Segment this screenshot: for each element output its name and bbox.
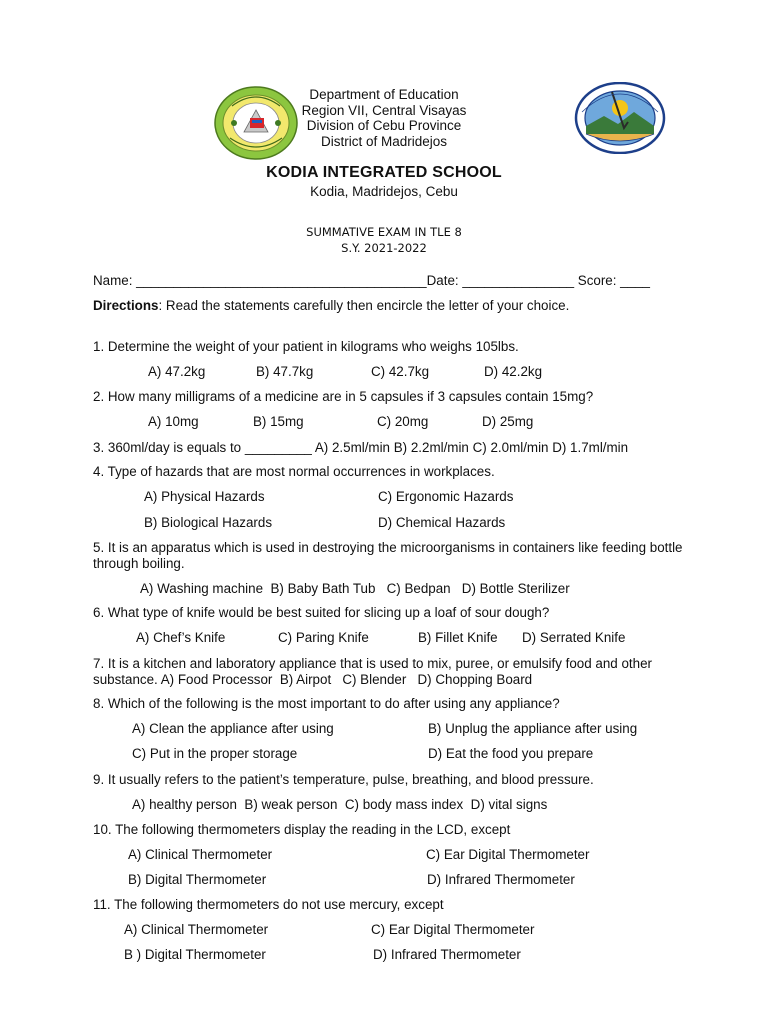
q8-option-d: D) Eat the food you prepare <box>428 746 594 761</box>
q4-option-d: D) Chemical Hazards <box>378 515 506 530</box>
district-line: District of Madridejos <box>320 133 448 149</box>
q2-option-c: C) 20mg <box>377 414 429 429</box>
q8-option-a: A) Clean the appliance after using <box>132 721 334 736</box>
q8-option-c: C) Put in the proper storage <box>132 746 298 761</box>
q11-option-d: D) Infrared Thermometer <box>373 947 521 962</box>
q10-option-c: C) Ear Digital Thermometer <box>426 847 590 862</box>
q10-option-a: A) Clinical Thermometer <box>128 847 273 862</box>
q4-option-a: A) Physical Hazards <box>144 489 265 504</box>
directions-label: Directions <box>93 298 159 313</box>
q10-option-d: D) Infrared Thermometer <box>427 872 575 887</box>
question-8: 8. Which of the following is the most important to do after using any appliance? <box>93 696 560 711</box>
question-10: 10. The following thermometers display the reading in the LCD, except <box>93 822 511 837</box>
q10-option-b: B) Digital Thermometer <box>128 872 267 887</box>
q5-options: A) Washing machine B) Baby Bath Tub C) Bedpan D) Bottle Sterilizer <box>140 581 570 596</box>
q1-option-c: C) 42.7kg <box>371 364 430 379</box>
q9-options: A) healthy person B) weak person C) body mass index D) vital signs <box>132 797 548 812</box>
q2-option-a: A) 10mg <box>148 414 199 429</box>
q2-option-d: D) 25mg <box>482 414 534 429</box>
directions <box>93 298 569 313</box>
q4-option-c: C) Ergonomic Hazards <box>378 489 514 504</box>
directions-text: : Read the statements carefully then encircle the letter of your choice. <box>158 298 570 313</box>
q6-option-d: D) Serrated Knife <box>522 630 626 645</box>
q11-option-c: C) Ear Digital Thermometer <box>371 922 535 937</box>
department-line: Department of Education <box>309 87 459 102</box>
q6-option-c: C) Paring Knife <box>278 630 369 645</box>
school-address: Kodia, Madridejos, Cebu <box>310 184 458 199</box>
school-year: S.Y. 2021-2022 <box>341 241 427 255</box>
question-1: 1. Determine the weight of your patient in kilograms who weighs 105lbs. <box>93 339 519 354</box>
q4-option-b: B) Biological Hazards <box>144 515 273 530</box>
question-9: 9. It usually refers to the patient’s temperature, pulse, breathing, and blood pressure. <box>93 772 594 787</box>
question-4: 4. Type of hazards that are most normal occurrences in workplaces. <box>93 464 495 479</box>
q1-option-d: D) 42.2kg <box>484 364 543 379</box>
q2-option-b: B) 15mg <box>253 414 304 429</box>
school-name: KODIA INTEGRATED SCHOOL <box>266 164 502 181</box>
q6-option-a: A) Chef’s Knife <box>136 630 226 645</box>
division-line: Division of Cebu Province <box>306 118 462 133</box>
q1-option-b: B) 47.7kg <box>256 364 314 379</box>
q11-option-b: B ) Digital Thermometer <box>124 947 266 962</box>
region-line: Region VII, Central Visayas <box>301 102 467 118</box>
q1-option-a: A) 47.2kg <box>148 364 206 379</box>
question-2: 2. How many milligrams of a medicine are in 5 capsules if 3 capsules contain 15mg? <box>93 389 594 404</box>
question-5: 5. It is an apparatus which is used in destroying the microorganisms in containers like feeding bottle through boiling. <box>93 540 683 571</box>
question-11: 11. The following thermometers do not use mercury, except <box>93 897 444 912</box>
name-date-score-line: Name: _______________________________________Date: _______________ Score: ____ <box>93 273 650 288</box>
question-3: 3. 360ml/day is equals to _________ A) 2.5ml/min B) 2.2ml/min C) 2.0ml/min D) 1.7ml/min <box>93 440 629 455</box>
q6-option-b: B) Fillet Knife <box>418 630 498 645</box>
exam-title: SUMMATIVE EXAM IN TLE 8 <box>306 225 462 239</box>
q8-option-b: B) Unplug the appliance after using <box>428 721 638 736</box>
q11-option-a: A) Clinical Thermometer <box>124 922 269 937</box>
question-6: 6. What type of knife would be best suited for slicing up a loaf of sour dough? <box>93 605 550 620</box>
question-7: 7. It is a kitchen and laboratory appliance that is used to mix, puree, or emulsify food and other substance. A) Food Processor B) Airpot C) Blender D) Chopping Board <box>93 656 656 687</box>
